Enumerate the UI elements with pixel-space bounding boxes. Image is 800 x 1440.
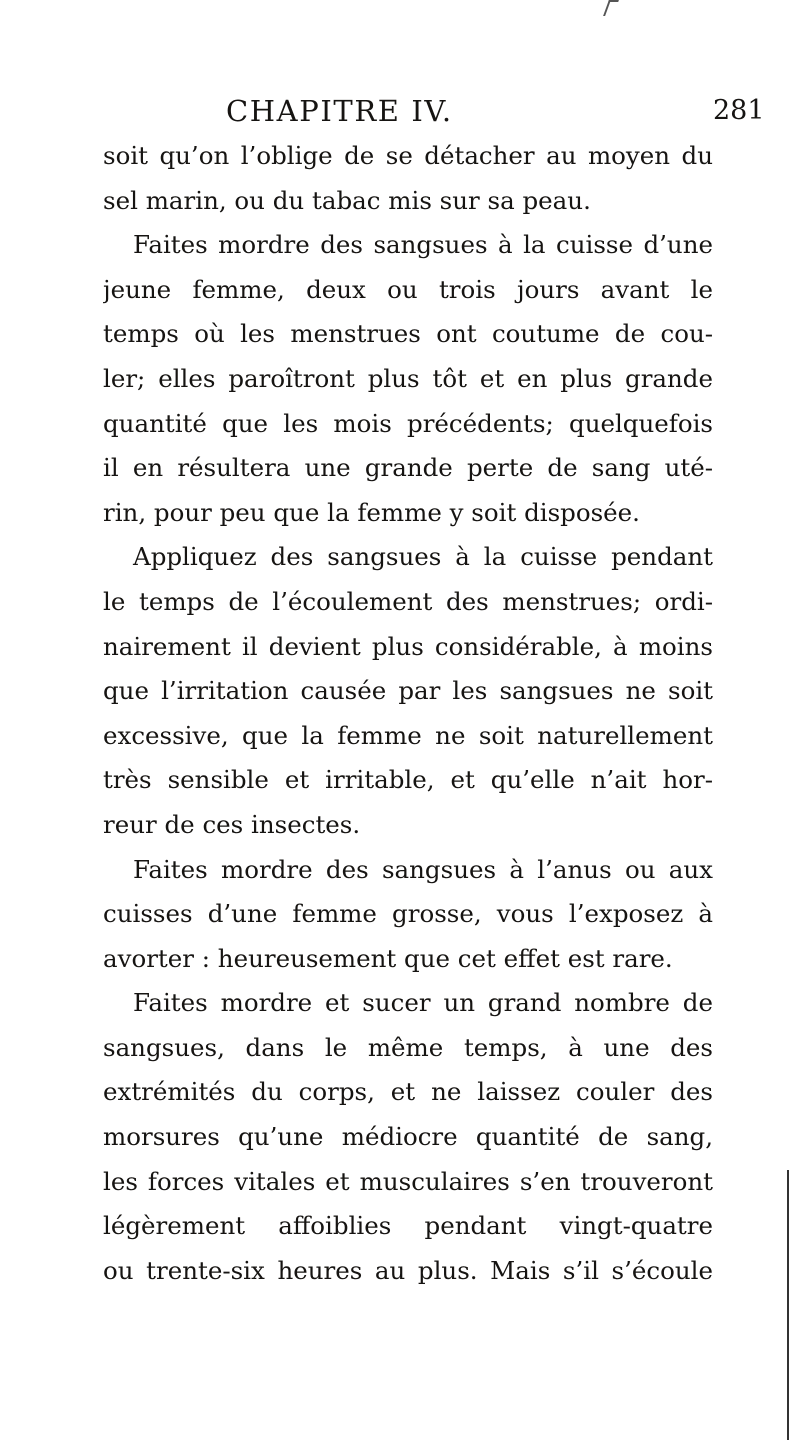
- page-number: 281: [713, 95, 765, 126]
- text-line: Faites mordre des sangsues à la cuisse d’une: [133, 230, 713, 260]
- text-line: excessive, que la femme ne soit naturellement: [103, 720, 713, 750]
- text-line: sel marin, ou du tabac mis sur sa peau.: [103, 185, 591, 215]
- text-line: ou trente-six heures au plus. Mais s’il s’écoule: [103, 1255, 713, 1285]
- text-line: quantité que les mois précédents; quelquefois: [103, 408, 713, 438]
- text-line: soit qu’on l’oblige de se détacher au moyen du: [103, 141, 713, 170]
- running-title: CHAPITRE IV.: [226, 94, 453, 128]
- text-line: il en résultera une grande perte de sang uté-: [103, 453, 713, 483]
- text-line: avorter : heureusement que cet effet est rare.: [103, 943, 673, 973]
- text-line: extrémités du corps, et ne laissez couler des: [103, 1077, 713, 1107]
- text-line: cuisses d’une femme grosse, vous l’exposez à: [103, 899, 713, 929]
- text-line: que l’irritation causée par les sangsues ne soit: [103, 676, 713, 706]
- text-line: nairement il devient plus considérable, à moins: [103, 631, 713, 661]
- text-line: Faites mordre des sangsues à l’anus ou aux: [133, 854, 713, 884]
- text-line: reur de ces insectes.: [103, 809, 361, 839]
- page-header: [0, 88, 800, 134]
- text-line: le temps de l’écoulement des menstrues; ordi-: [103, 586, 713, 616]
- text-line: très sensible et irritable, et qu’elle n’ait hor-: [103, 765, 713, 795]
- body-text: [103, 134, 713, 1293]
- text-line: rin, pour peu que la femme y soit disposée.: [103, 497, 640, 527]
- text-line: temps où les menstrues ont coutume de cou-: [103, 319, 713, 349]
- text-line: jeune femme, deux ou trois jours avant le: [103, 274, 713, 304]
- text-line: sangsues, dans le même temps, à une des: [103, 1032, 713, 1062]
- text-line: ler; elles paroîtront plus tôt et en plus grande: [103, 363, 713, 393]
- page-edge-mark: [603, 0, 619, 16]
- page-edge-line: [787, 1170, 789, 1440]
- text-line: Appliquez des sangsues à la cuisse pendant: [133, 542, 713, 572]
- text-line: Faites mordre et sucer un grand nombre de: [133, 988, 713, 1018]
- text-line: morsures qu’une médiocre quantité de sang,: [103, 1122, 713, 1152]
- text-line: les forces vitales et musculaires s’en trouveront: [103, 1166, 713, 1196]
- text-line: légèrement affoiblies pendant vingt-quatre: [103, 1211, 713, 1241]
